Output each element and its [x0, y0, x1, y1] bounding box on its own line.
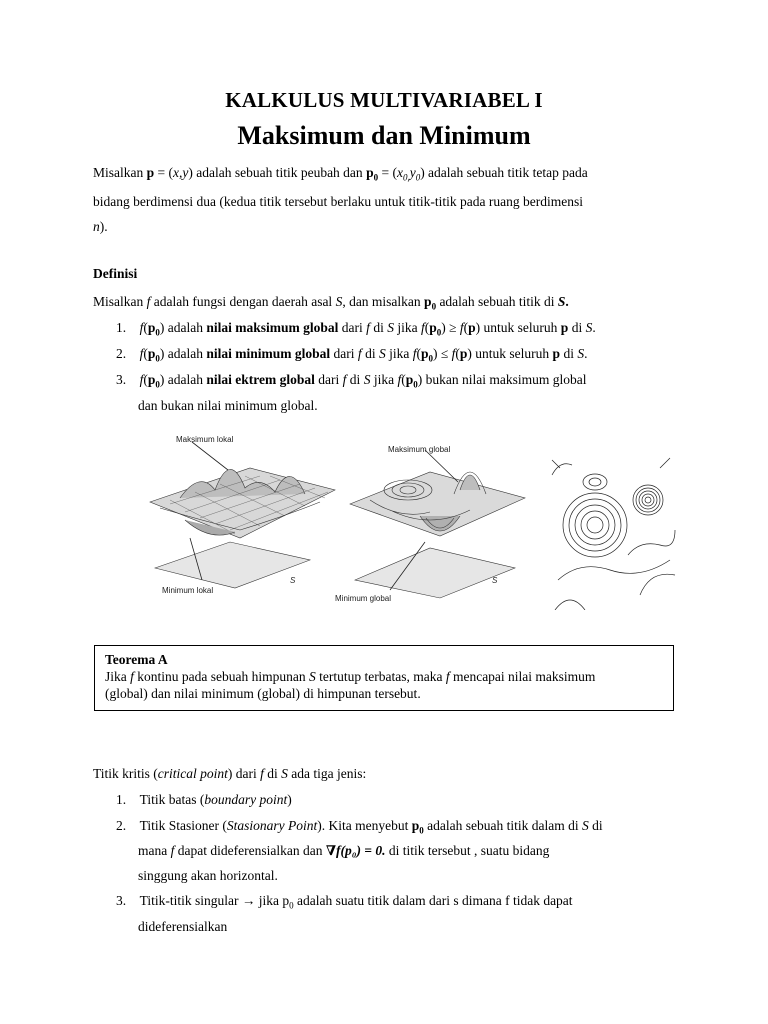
kritis-item-2-line-3: singgung akan horizontal. [138, 868, 278, 883]
label-s-2: S [492, 576, 498, 585]
teorema-line-2: (global) dan nilai minimum (global) di himpunan tersebut. [105, 686, 421, 701]
document-subtitle: Maksimum dan Minimum [237, 121, 531, 150]
kritis-item-1: 1. Titik batas (boundary point) [116, 792, 292, 807]
kritis-item-2-line-2: mana f dapat dideferensialkan dan ∇f(p₀) = 0. di titik tersebut , suatu bidang [138, 843, 550, 858]
kritis-intro: Titik kritis (critical point) dari f di S ada tiga jenis: [93, 766, 367, 781]
label-s-1: S [290, 576, 296, 585]
label-maksimum-lokal: Maksimum lokal [176, 435, 234, 444]
teorema-box [94, 645, 674, 711]
contour-plot [552, 458, 675, 610]
kritis-item-3-line-2: dideferensialkan [138, 919, 228, 934]
intro-line-3: n). [93, 219, 108, 234]
document-title: KALKULUS MULTIVARIABEL I [225, 88, 543, 112]
definisi-intro: Misalkan f adalah fungsi dengan daerah asal S, dan misalkan $p_0$ adalah sebuah titik di S. [93, 294, 569, 312]
definisi-item-1: 1. $f(p_0)$ adalah nilai maksimum global dari f di S jika $f(p_0) \ge f(p)$ untuk seluruh p di S. [116, 320, 596, 338]
label-minimum-lokal: Minimum lokal [162, 586, 214, 595]
local-extrema-surface [150, 442, 335, 588]
definisi-item-3: 3. $f(p_0)$ adalah nilai ektrem global dari f di S jika $f(p_0)$ bukan nilai maksimum global [116, 372, 587, 390]
definisi-item-2: 2. $f(p_0)$ adalah nilai minimum global dari f di S jika $f(p_0) \le f(p)$ untuk seluruh p di S. [116, 346, 588, 364]
label-minimum-global: Minimum global [335, 594, 392, 603]
surface-figure [140, 420, 680, 610]
definisi-item-3-line-2: dan bukan nilai minimum global. [138, 398, 318, 413]
label-maksimum-global: Maksimum global [388, 445, 451, 454]
global-extrema-surface [350, 450, 525, 598]
kritis-item-3: 3. Titik-titik singular → jika $p_0$ adalah suatu titik dalam dari s dimana f tidak dapat [116, 893, 573, 911]
intro-line-1: Misalkan p = (x,y) adalah sebuah titik peubah dan $p_0 = (x_{0,}y_0)$ adalah sebuah titik tetap pada [93, 165, 588, 183]
kritis-item-2: 2. Titik Stasioner (Stasionary Point). Kita menyebut $p_0$ adalah sebuah titik dalam di S di [116, 818, 603, 836]
teorema-heading: Teorema A [105, 652, 168, 667]
definisi-heading: Definisi [93, 266, 138, 281]
intro-line-2: bidang berdimensi dua (kedua titik tersebut berlaku untuk titik-titik pada ruang berdimensi [93, 194, 584, 209]
teorema-line-1: Jika f kontinu pada sebuah himpunan S tertutup terbatas, maka f mencapai nilai maksimum [105, 669, 596, 684]
